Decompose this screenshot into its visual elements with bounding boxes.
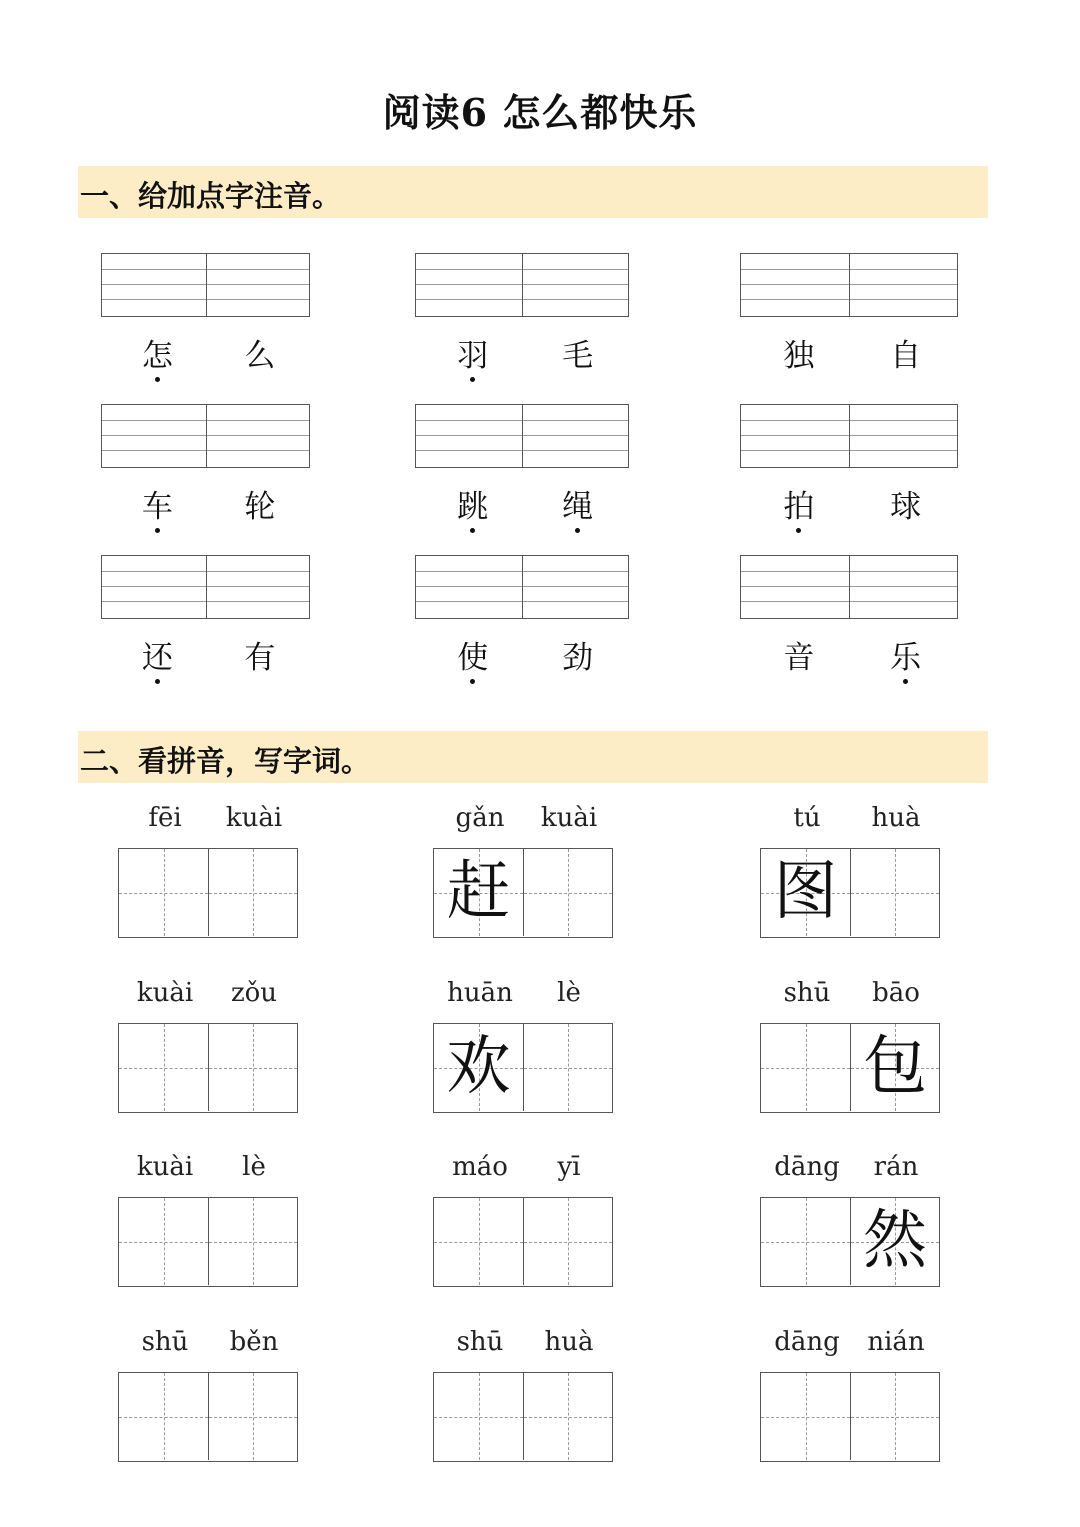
writing-cell[interactable]	[850, 1024, 939, 1111]
pinyin-label: rán	[873, 1152, 919, 1182]
character-grid	[118, 848, 298, 938]
character-grid	[433, 1023, 613, 1113]
writing-cell[interactable]	[523, 1024, 612, 1111]
box-divider	[849, 556, 850, 618]
cell-guide-horizontal	[119, 1417, 208, 1418]
prefilled-character: 欢	[446, 1030, 511, 1104]
word-character: 轮	[244, 489, 276, 525]
writing-cell[interactable]	[208, 1024, 297, 1111]
character-grid	[760, 1372, 940, 1462]
cell-guide-horizontal	[761, 1242, 850, 1243]
cell-guide-horizontal	[524, 1068, 612, 1069]
box-divider	[522, 405, 523, 467]
writing-cell[interactable]	[208, 1373, 297, 1460]
word-character: 羽	[453, 336, 493, 376]
character-grid	[760, 1197, 940, 1287]
pinyin-label: nián	[867, 1327, 925, 1357]
word-character: 自	[890, 338, 922, 374]
cell-guide-horizontal	[524, 1242, 612, 1243]
cell-guide-horizontal	[851, 893, 939, 894]
cell-guide-horizontal	[209, 1068, 297, 1069]
word-character: 使	[453, 638, 493, 678]
box-divider	[522, 254, 523, 316]
word-character: 毛	[562, 338, 594, 374]
cell-guide-horizontal	[761, 1417, 850, 1418]
writing-cell[interactable]	[434, 849, 523, 936]
pinyin-label: dāng	[774, 1152, 840, 1182]
cell-guide-horizontal	[119, 1068, 208, 1069]
cell-guide-horizontal	[209, 893, 297, 894]
writing-cell[interactable]	[761, 849, 850, 936]
pinyin-label: kuài	[136, 978, 194, 1008]
pinyin-label: yī	[557, 1152, 581, 1182]
cell-guide-horizontal	[119, 1242, 208, 1243]
section-2-heading: 二、看拼音，写字词。	[80, 744, 371, 778]
pinyin-label: běn	[229, 1327, 279, 1357]
pinyin-label: shū	[783, 978, 831, 1008]
word-character: 独	[783, 338, 815, 374]
pinyin-answer-box[interactable]	[415, 404, 629, 468]
prefilled-character: 包	[863, 1030, 927, 1104]
section-1-heading: 一、给加点字注音。	[80, 179, 342, 213]
word-character: 乐	[886, 638, 926, 678]
pinyin-label: kuài	[540, 803, 598, 833]
pinyin-label: huà	[871, 803, 921, 833]
section-1-header	[78, 166, 988, 218]
writing-cell[interactable]	[119, 849, 208, 936]
pinyin-label: bāo	[872, 978, 920, 1008]
section-2-header	[78, 731, 988, 783]
pinyin-answer-box[interactable]	[101, 404, 310, 468]
writing-cell[interactable]	[523, 1373, 612, 1460]
character-grid	[118, 1197, 298, 1287]
pinyin-label: gǎn	[455, 803, 505, 833]
writing-cell[interactable]	[434, 1198, 523, 1285]
pinyin-label: zǒu	[230, 978, 278, 1008]
cell-guide-horizontal	[119, 893, 208, 894]
character-grid	[433, 848, 613, 938]
writing-cell[interactable]	[850, 1373, 939, 1460]
word-character: 音	[783, 640, 815, 676]
pinyin-answer-box[interactable]	[740, 404, 958, 468]
writing-cell[interactable]	[850, 849, 939, 936]
word-character: 还	[137, 638, 177, 678]
pinyin-label: huān	[447, 978, 513, 1008]
character-grid	[433, 1197, 613, 1287]
word-character: 怎	[137, 336, 177, 376]
box-divider	[206, 556, 207, 618]
word-character: 跳	[453, 487, 493, 527]
writing-cell[interactable]	[208, 849, 297, 936]
writing-cell[interactable]	[523, 1198, 612, 1285]
writing-cell[interactable]	[523, 849, 612, 936]
pinyin-label: kuài	[136, 1152, 194, 1182]
writing-cell[interactable]	[761, 1373, 850, 1460]
cell-guide-horizontal	[524, 1417, 612, 1418]
word-character: 有	[244, 640, 276, 676]
writing-cell[interactable]	[208, 1198, 297, 1285]
writing-cell[interactable]	[761, 1198, 850, 1285]
prefilled-character: 图	[773, 855, 838, 929]
writing-cell[interactable]	[434, 1024, 523, 1111]
pinyin-label: máo	[452, 1152, 508, 1182]
pinyin-answer-box[interactable]	[415, 555, 629, 619]
word-character: 劲	[562, 640, 594, 676]
prefilled-character: 赶	[446, 855, 511, 929]
cell-guide-horizontal	[761, 1068, 850, 1069]
cell-guide-horizontal	[524, 893, 612, 894]
pinyin-label: huà	[544, 1327, 594, 1357]
writing-cell[interactable]	[119, 1024, 208, 1111]
word-character: 绳	[558, 487, 598, 527]
word-character: 球	[890, 489, 922, 525]
character-grid	[118, 1023, 298, 1113]
pinyin-answer-box[interactable]	[740, 555, 958, 619]
box-divider	[522, 556, 523, 618]
pinyin-label: tú	[793, 803, 821, 833]
writing-cell[interactable]	[850, 1198, 939, 1285]
cell-guide-horizontal	[209, 1242, 297, 1243]
pinyin-label: shū	[141, 1327, 189, 1357]
word-character: 么	[244, 338, 276, 374]
writing-cell[interactable]	[434, 1373, 523, 1460]
writing-cell[interactable]	[119, 1198, 208, 1285]
writing-cell[interactable]	[761, 1024, 850, 1111]
word-character: 车	[137, 487, 177, 527]
box-divider	[849, 405, 850, 467]
character-grid	[118, 1372, 298, 1462]
character-grid	[760, 848, 940, 938]
pinyin-label: kuài	[225, 803, 283, 833]
writing-cell[interactable]	[119, 1373, 208, 1460]
cell-guide-horizontal	[851, 1417, 939, 1418]
pinyin-answer-box[interactable]	[101, 555, 310, 619]
pinyin-answer-box[interactable]	[101, 253, 310, 317]
pinyin-answer-box[interactable]	[415, 253, 629, 317]
box-divider	[849, 254, 850, 316]
page-title: 阅读6 怎么都快乐	[382, 90, 698, 135]
pinyin-label: lè	[242, 1152, 266, 1182]
pinyin-answer-box[interactable]	[740, 253, 958, 317]
character-grid	[433, 1372, 613, 1462]
pinyin-label: dāng	[774, 1327, 840, 1357]
cell-guide-horizontal	[434, 1242, 523, 1243]
pinyin-label: fēi	[148, 803, 182, 833]
pinyin-label: shū	[456, 1327, 504, 1357]
cell-guide-horizontal	[434, 1417, 523, 1418]
prefilled-character: 然	[863, 1204, 927, 1278]
cell-guide-horizontal	[209, 1417, 297, 1418]
character-grid	[760, 1023, 940, 1113]
box-divider	[206, 254, 207, 316]
pinyin-label: lè	[557, 978, 581, 1008]
word-character: 拍	[779, 487, 819, 527]
box-divider	[206, 405, 207, 467]
